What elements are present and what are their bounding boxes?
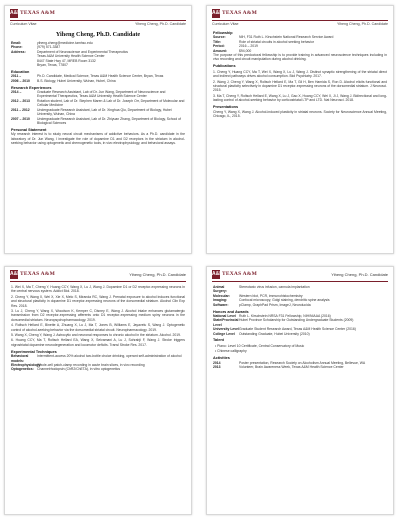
section-title: Fellowship [213, 31, 233, 35]
publication-entry: 4. Roltsch Hellard E, Binette A, Zhuang X, Lu J, Ma T, Jones B, Williams E, Jayavelu S, Wang J. Optogenetic control of alcohol-seeking behavior via the dorsomedial striatal circuit. Neuropharmacology. 2019. [11, 323, 185, 332]
award-row [213, 332, 387, 336]
page-body [213, 31, 387, 118]
award-row-key: College Level [213, 331, 235, 336]
cv-page-2 [206, 5, 394, 254]
research-row [11, 90, 185, 99]
fellowship-text: The purpose of this predoctoral fellowship is to provide training in advanced neuroscience techniques including in vivo recording and circuit manipulation during alcohol drinking. [213, 53, 387, 62]
award-row-key: State/Provincial Level [213, 318, 239, 327]
fellowship-row-value: Role of striatal circuits in alcohol seeking behavior [239, 39, 315, 44]
award-row-value: Outstanding Graduate, Hubei University (2010) [239, 331, 310, 336]
research-row [11, 108, 185, 117]
contact-row-value: Department of Neuroscience and Experimental Therapeutics [37, 49, 128, 54]
publication-entry: 5. Wang X, Cheng Y, Wang J. Astrocytic and neuronal responses to chronic alcohol in the striatum. Alcohol. 2019. [11, 333, 182, 338]
fellowship-row-key: Source: [213, 35, 226, 40]
header-right: Yiheng Cheng, Ph.D. Candidate [331, 272, 388, 277]
skill-row-value: Stereotaxic virus infusion, cannula implantation [239, 285, 310, 289]
fellowship-row-key: Period: [213, 44, 225, 49]
research-row-key: 2007 – 2010 [11, 116, 30, 121]
doc-type: Curriculum Vitae [10, 22, 37, 26]
skill-row [11, 367, 185, 371]
presentation-entry: Cheng Y, Wang X, Wang J. Alcohol-induced plasticity in striatal neurons. Society for Neuroscience Annual Meeting, Chicago, IL, 2015. [213, 109, 387, 118]
candidate-name: Yiheng Cheng, Ph.D. Candidate [55, 31, 141, 38]
activities-list [213, 361, 387, 370]
research-row-key: 2012 – 2013 [11, 98, 30, 103]
research-list [11, 90, 185, 125]
skill-row-key: Optogenetics: [11, 367, 34, 372]
contact-row-value: (979) 571-3387 [37, 45, 61, 50]
contact-row-key [11, 63, 37, 67]
skill-row-key: Behavioral models: [11, 354, 29, 363]
header-right: Yiheng Cheng, Ph.D. Candidate [129, 272, 186, 277]
award-row-key: University Level [213, 327, 240, 332]
university-logo: A&M [10, 271, 22, 277]
education-row-key: 2011 – [11, 74, 22, 79]
skill-row-value: Whole-cell patch-clamp recording in acute brain slices, in vivo recording [37, 363, 145, 367]
contact-row-value: Bryan, Texas, 77807 [37, 63, 68, 68]
section-title: Talent [213, 338, 224, 343]
awards-list [213, 314, 387, 336]
brand-name: TEXAS A&M [222, 271, 257, 277]
publication-entry: 6. Huang CCY, Ma T, Roltsch Hellard EA, Wang X, Selvamani A, Lu J, Sohrabji F, Wang J. Stroke triggers nigrostriatal dopamine neurodegeneration and locomotor deficits. Transl Stroke Res. 2017. [11, 338, 185, 347]
section-title: Presentations [213, 105, 239, 110]
contact-block [11, 41, 185, 67]
contact-row-value: yiheng.cheng@medicine.tamhsc.edu [37, 41, 93, 45]
award-row-value: Hubei Province Scholarship for Outstanding Undergraduate Students (2009) [239, 318, 354, 323]
page-header [10, 9, 186, 21]
contact-row-key: Email: [11, 41, 22, 45]
activity-row-key: 2014 [213, 360, 221, 365]
publication-entry: 3. Ma T, Cheng Y, Roltsch Hellard E, Wang X, Lu J, Gao X, Huang CCY, Wei X, Ji J, Wang J. Bidirectional and long-lasting control of alcohol-seeking behavior by corticostriatal LTP and LTD. Nat Neurosci. 2018. [213, 93, 387, 103]
activity-row-value: Volunteer, Brain Awareness Week, Texas A&M Health Science Center [239, 365, 344, 369]
cv-page-1 [4, 5, 192, 254]
activity-row-key: 2013 [213, 365, 221, 369]
publication-list [213, 70, 387, 103]
skill-row [11, 354, 185, 363]
talent-item: • Piano: Level 10 Certificate, Central Conservatory of Music [213, 344, 387, 348]
skill-row-value: Intermittent-access 20% alcohol two-bottle choice drinking, operant self-administration of alcohol [37, 354, 182, 359]
section-title: Experimental Techniques [11, 349, 57, 354]
talent-item: • Chinese calligraphy [213, 349, 387, 353]
skill-row-key: Electrophysiology: [11, 363, 42, 367]
activity-row-value: Poster presentation, Research Society on Alcoholism Annual Meeting, Bellevue, WA [239, 360, 366, 365]
page-body [11, 31, 185, 145]
publication-list [11, 285, 185, 347]
skill-row-value: Confocal microscopy, Golgi staining, dendritic spine analysis [239, 298, 330, 303]
education-row [11, 79, 185, 83]
contact-row [11, 63, 185, 67]
page-body [213, 285, 387, 369]
sub-header [212, 22, 388, 28]
fellowship-row-value: NIH, F31 Ruth L. Kirschstein National Research Service Award [239, 35, 334, 40]
page-header [10, 270, 186, 282]
personal-statement: My research interest is to study neural circuit mechanisms of addictive behaviors. As a Ph.D. candidate in the laboratory of Dr. Jun Wang, I investigate the role of dopamine D1 and D2 receptors in the striatum in alcohol-seeking behavior using optogenetic and chemogenetic tools, in vivo electrophysiology, and behavioral assays. [11, 132, 185, 146]
section-title: Activities [213, 356, 230, 361]
award-row-key: National Level [213, 313, 236, 318]
section-title: Personal Statement [11, 127, 47, 132]
section-title: Honors and Awards [213, 309, 249, 314]
fellowship-row-key: Title: [213, 39, 222, 44]
brand-name: TEXAS A&M [20, 271, 55, 277]
contact-row-value: Texas A&M University Health Science Center [37, 54, 105, 59]
contact-row-value: 8447 State Hwy 47, MREB Room 3132 [37, 58, 96, 63]
university-logo: A&M [10, 10, 22, 16]
doc-type: Curriculum Vitae [212, 22, 239, 26]
research-row-value: Graduate Research Assistant, Lab of Dr. Jun Wang, Department of Neuroscience and Experimental Therapeutics, Texas A&M University Health Science Center [37, 90, 166, 99]
sub-header [10, 22, 186, 28]
publication-entry: 1. Wei X, Ma T, Cheng Y, Huang CCY, Wang X, Lu J, Wang J. Dopamine D1 or D2 receptor-expressing neurons in the central nervous system. Addict Biol. 2018. [11, 285, 185, 294]
section-title: Education [11, 69, 30, 74]
skill-row-value: Channelrhodopsin (ChR2/ChETA), in vitro optogenetics [37, 367, 121, 372]
activity-row [213, 365, 387, 369]
skill-row-key: Molecular: [213, 293, 230, 298]
education-list [11, 74, 185, 83]
research-row-value: Rotation student, Lab of Dr. Stephen Maren & Lab of Dr. Joseph Orr, Department of Molecular and Cellular Medicine [37, 98, 185, 108]
publication-entry: 3. Lu J, Cheng Y, Wang X, Woodson K, Kemper C, Disney E, Wang J. Alcohol intake enhances glutamatergic transmission from D2 receptor-expressing afferents onto D1 receptor-expressing medium spiny neurons in the dorsomedial striatum. Neuropsychopharmacology. 2019. [11, 309, 185, 322]
research-row [11, 99, 185, 108]
skill-row-value: Western blot, PCR, immunohistochemistry [239, 293, 303, 298]
skill-row [213, 285, 387, 294]
skill-row-key: Software: [213, 302, 229, 307]
publication-entry: 1. Cheng Y, Huang CCY, Ma T, Wei X, Wang X, Lu J, Wang J. Distinct synaptic strengthening of the striatal direct and indirect pathways drives alcohol consumption. Biol Psychiatry. 2017. [213, 69, 387, 79]
skill-row-value: pClamp, GraphPad Prism, ImageJ, Neurolucida [239, 302, 311, 307]
fellowship-row-value: $94,000 [239, 48, 252, 53]
university-logo: A&M [212, 10, 224, 16]
skills-list [11, 354, 185, 372]
award-row [213, 318, 387, 327]
doc-name: Yiheng Cheng, Ph.D. Candidate [134, 22, 186, 26]
cv-page-3 [4, 266, 192, 515]
page-header [212, 270, 388, 282]
publication-entry: 2. Wang J, Cheng Y, Wang X, Roltsch Hellard E, Ma T, Gil H, Ben Hamida S, Ron D. Alcohol elicits functional and structural plasticity selectively in dopamine D1 receptor-expressing neurons of the dorsomedial striatum. J Neurosci. 2015. [213, 79, 387, 93]
fellowship-row-value: 2016 – 2019 [239, 44, 258, 49]
fellowship-row-key: Amount: [213, 48, 227, 53]
skills-list [213, 285, 387, 307]
skill-row [213, 303, 387, 307]
research-row-key: 2011 – 2012 [11, 107, 30, 112]
contact-row-key: Address: [11, 49, 26, 54]
talent-list [213, 344, 387, 354]
award-row-value: Ruth L. Kirschstein NRSA F31 Fellowship, NIH/NIAAA (2016) [239, 313, 331, 318]
page-header [212, 9, 388, 21]
brand-name: TEXAS A&M [20, 10, 55, 16]
publication-entry: 2. Cheng Y, Wang X, Wei X, Xie X, Melo S, Miranda RC, Wang J. Prenatal exposure to alcohol induces functional and structural plasticity in dopamine D1 receptor-expressing neurons of the dorsomedial striatum. Alcohol Clin Exp Res. 2018. [11, 294, 185, 308]
contact-row-key: Phone: [11, 45, 23, 50]
section-title: Research Experiences [11, 85, 52, 90]
research-row-value: Undergraduate Research Assistant, Lab of Dr. Xinghua Qiu, Department of Biology, Hubei University, Wuhan, China [37, 107, 172, 117]
doc-name: Yiheng Cheng, Ph.D. Candidate [336, 22, 388, 26]
skill-row-key: Imaging: [213, 298, 228, 303]
award-row-value: Graduate Student Research Award, Texas A&M Health Science Center (2016) [239, 327, 356, 332]
education-row-key: 2006 – 2010 [11, 78, 30, 83]
skill-row-key: Animal Surgery: [213, 285, 227, 294]
section-title: Publications [213, 64, 236, 69]
education-row-value: B.S. Biology, Hubei University, Wuhan, Hubei, China [37, 78, 116, 83]
research-row-key: 2014 – [11, 90, 22, 95]
university-logo: A&M [212, 271, 224, 277]
brand-name: TEXAS A&M [222, 10, 257, 16]
education-row-value: Ph.D. Candidate, Medical Science, Texas A&M Health Science Center, Bryan, Texas [37, 74, 164, 79]
research-row [11, 117, 185, 126]
cv-page-4 [206, 266, 394, 515]
research-row-value: Undergraduate Research Assistant, Lab of Dr. Zhiyuan Zhang, Department of Biology, School of Biological Sciences [37, 116, 181, 125]
page-body [11, 285, 185, 372]
fellowship-list [213, 35, 387, 53]
